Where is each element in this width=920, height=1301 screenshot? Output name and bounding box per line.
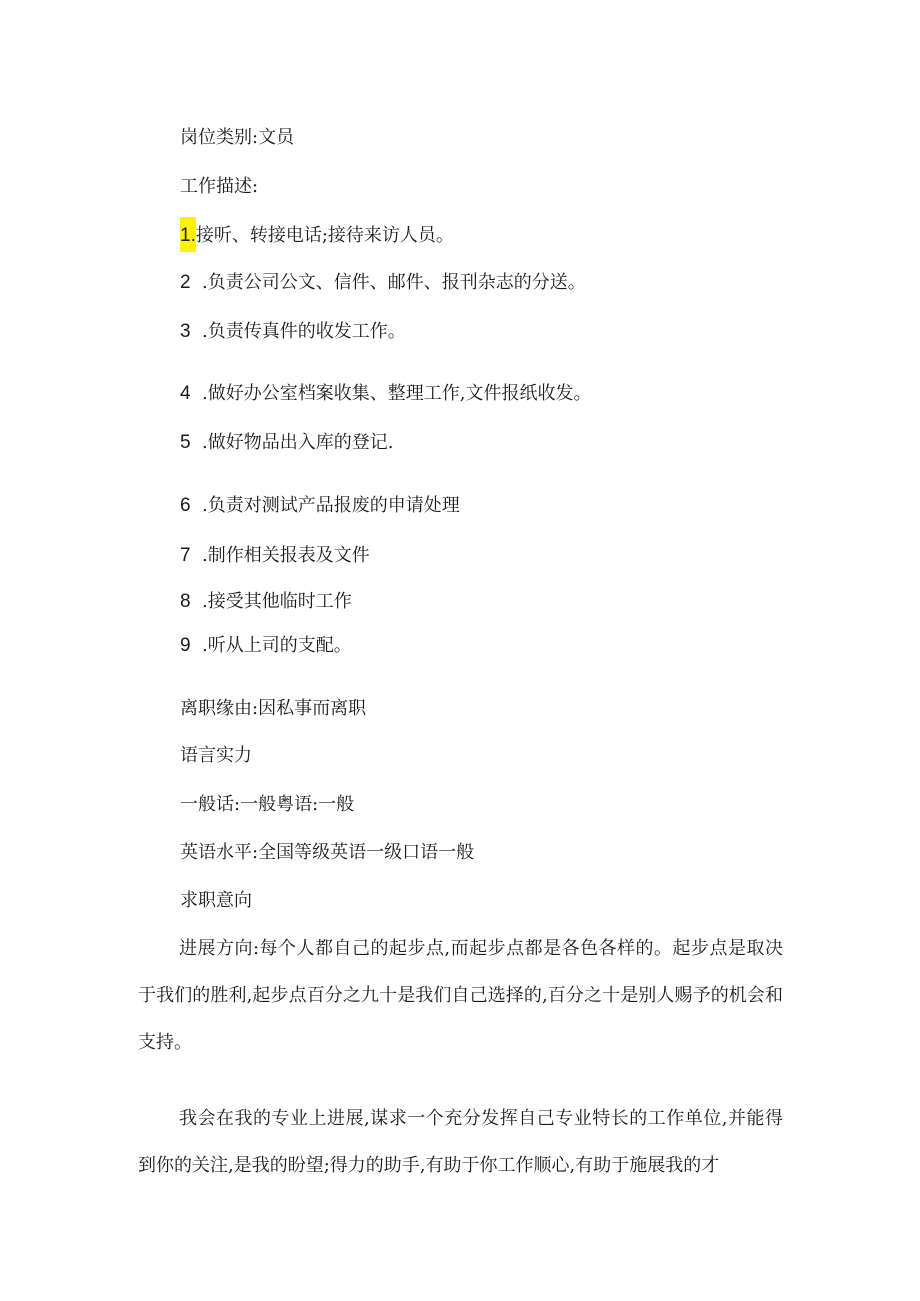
mandarin-cantonese-level: 一般话:一般粤语:一般 xyxy=(180,794,355,815)
duty-number: 8 xyxy=(180,591,191,612)
duty-number: 3 xyxy=(180,321,191,342)
career-goal-paragraph: 我会在我的专业上进展,谋求一个充分发挥自己专业特长的工作单位,并能得到你的关注,是我的盼望;得力的助手,有助于你工作顺心,有助于施展我的才 xyxy=(138,1108,783,1176)
duty-text: .接受其他临时工作 xyxy=(202,591,352,612)
duty-text: .听从上司的支配。 xyxy=(202,635,352,656)
duty-text: .做好物品出入库的登记. xyxy=(202,432,394,453)
duty-item-5 xyxy=(180,431,393,455)
duty-number: 2 xyxy=(180,272,191,293)
development-direction-paragraph: 进展方向:每个人都自己的起步点,而起步点都是各色各样的。起步点是取决于我们的胜利,起步点百分之九十是我们自己选择的,百分之十是别人赐予的机会和支持。 xyxy=(138,938,783,1053)
work-description-heading: 工作描述: xyxy=(180,176,259,197)
duty-text: .做好办公室档案收集、整理工作,文件报纸收发。 xyxy=(202,383,592,404)
duty-text: 接听、转接电话;接待来访人员。 xyxy=(195,225,454,246)
duty-number-highlighted: 1. xyxy=(180,217,196,252)
duty-item-2 xyxy=(180,271,586,295)
duty-item-1 xyxy=(180,224,454,248)
duty-number: 9 xyxy=(180,635,191,656)
duty-number: 5 xyxy=(180,432,191,453)
duty-text: .制作相关报表及文件 xyxy=(202,545,370,566)
duty-item-3 xyxy=(180,320,406,344)
duty-item-9 xyxy=(180,634,352,658)
duty-number: 4 xyxy=(180,383,191,404)
job-intention-heading: 求职意向 xyxy=(180,890,252,911)
leaving-reason: 离职缘由:因私事而离职 xyxy=(180,698,367,719)
language-ability-heading: 语言实力 xyxy=(180,745,252,766)
duty-item-4 xyxy=(180,382,591,406)
duty-number: 6 xyxy=(180,495,191,516)
duty-item-6 xyxy=(180,494,460,518)
duty-text: .负责公司公文、信件、邮件、报刊杂志的分送。 xyxy=(202,272,586,293)
duty-text: .负责传真件的收发工作。 xyxy=(202,321,406,342)
duty-text: .负责对测试产品报废的申请处理 xyxy=(202,495,460,516)
duty-number: 7 xyxy=(180,545,191,566)
job-category: 岗位类别:文员 xyxy=(180,127,295,148)
duty-item-8 xyxy=(180,590,352,614)
duty-item-7 xyxy=(180,544,370,568)
english-level: 英语水平:全国等级英语一级口语一般 xyxy=(180,842,475,863)
